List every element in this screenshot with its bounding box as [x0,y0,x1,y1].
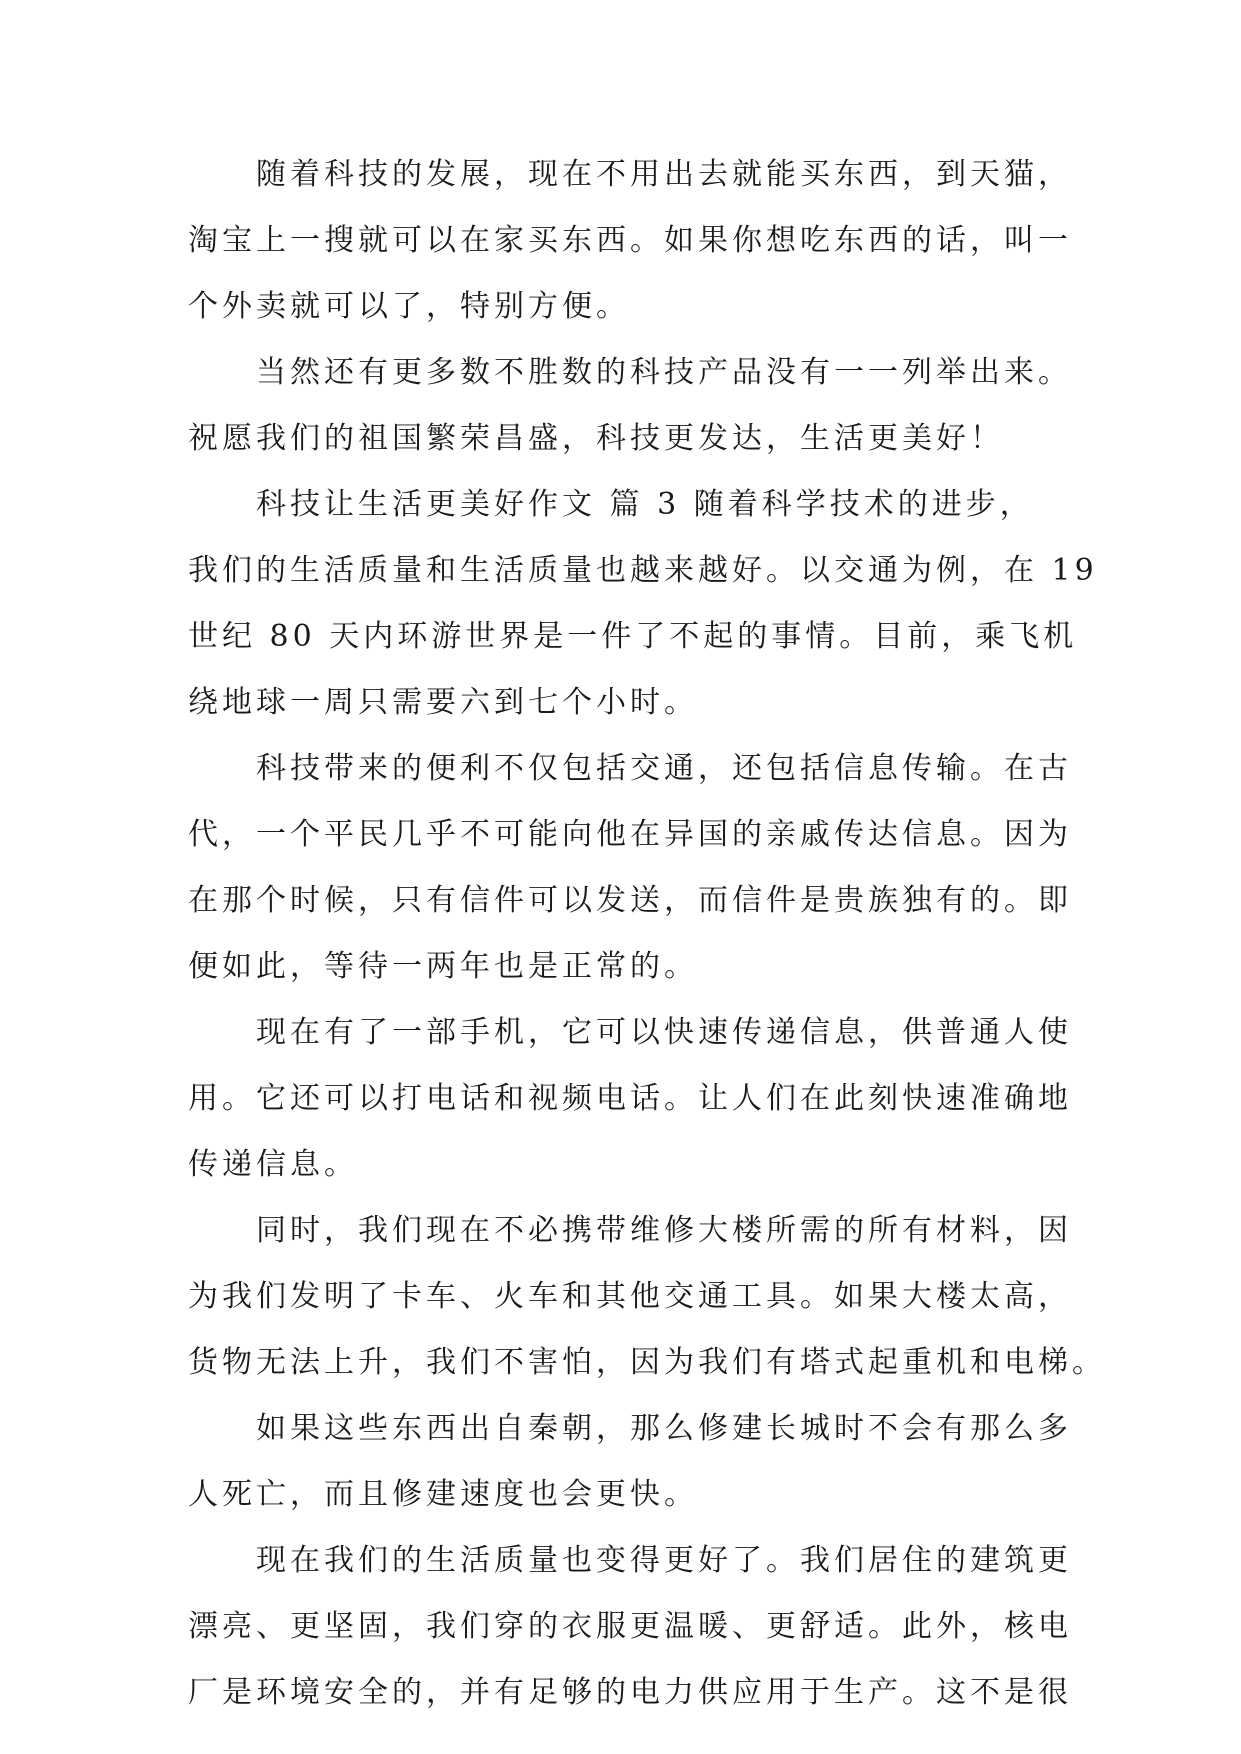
paragraph-line: 如果这些东西出自秦朝，那么修建长城时不会有那么多 [256,1411,1072,1446]
paragraph-line: 代，一个平民几乎不可能向他在异国的亲戚传达信息。因为 [188,817,1072,852]
paragraph-line: 厂是环境安全的，并有足够的电力供应用于生产。这不是很 [188,1675,1072,1710]
paragraph-line: 当然还有更多数不胜数的科技产品没有一一列举出来。 [256,355,1072,390]
paragraph-line: 我们的生活质量和生活质量也越来越好。以交通为例，在 19 [188,553,1098,588]
paragraph-line: 世纪 80 天内环游世界是一件了不起的事情。目前，乘飞机 [188,619,1078,654]
paragraph-line: 淘宝上一搜就可以在家买东西。如果你想吃东西的话，叫一 [188,223,1072,258]
paragraph-line: 同时，我们现在不必携带维修大楼所需的所有材料，因 [256,1213,1072,1248]
paragraph-line: 传递信息。 [188,1147,358,1182]
paragraph-line: 现在有了一部手机，它可以快速传递信息，供普通人使 [256,1015,1072,1050]
paragraph-line: 人死亡，而且修建速度也会更快。 [188,1477,698,1512]
paragraph-line: 在那个时候，只有信件可以发送，而信件是贵族独有的。即 [188,883,1072,918]
paragraph-line: 漂亮、更坚固，我们穿的衣服更温暖、更舒适。此外，核电 [188,1609,1072,1644]
paragraph-line: 祝愿我们的祖国繁荣昌盛，科技更发达，生活更美好！ [188,421,1004,456]
section-heading-line: 科技让生活更美好作文 篇 3 随着科学技术的进步， [256,487,1034,522]
paragraph-line: 货物无法上升，我们不害怕，因为我们有塔式起重机和电梯。 [188,1345,1106,1380]
paragraph-line: 现在我们的生活质量也变得更好了。我们居住的建筑更 [256,1543,1072,1578]
paragraph-line: 随着科技的发展，现在不用出去就能买东西，到天猫， [256,157,1072,192]
paragraph-line: 绕地球一周只需要六到七个小时。 [188,685,698,720]
paragraph-line: 用。它还可以打电话和视频电话。让人们在此刻快速准确地 [188,1081,1072,1116]
paragraph-line: 为我们发明了卡车、火车和其他交通工具。如果大楼太高， [188,1279,1072,1314]
paragraph-line: 科技带来的便利不仅包括交通，还包括信息传输。在古 [256,751,1072,786]
paragraph-line: 个外卖就可以了，特别方便。 [188,289,630,324]
paragraph-line: 便如此，等待一两年也是正常的。 [188,949,698,984]
